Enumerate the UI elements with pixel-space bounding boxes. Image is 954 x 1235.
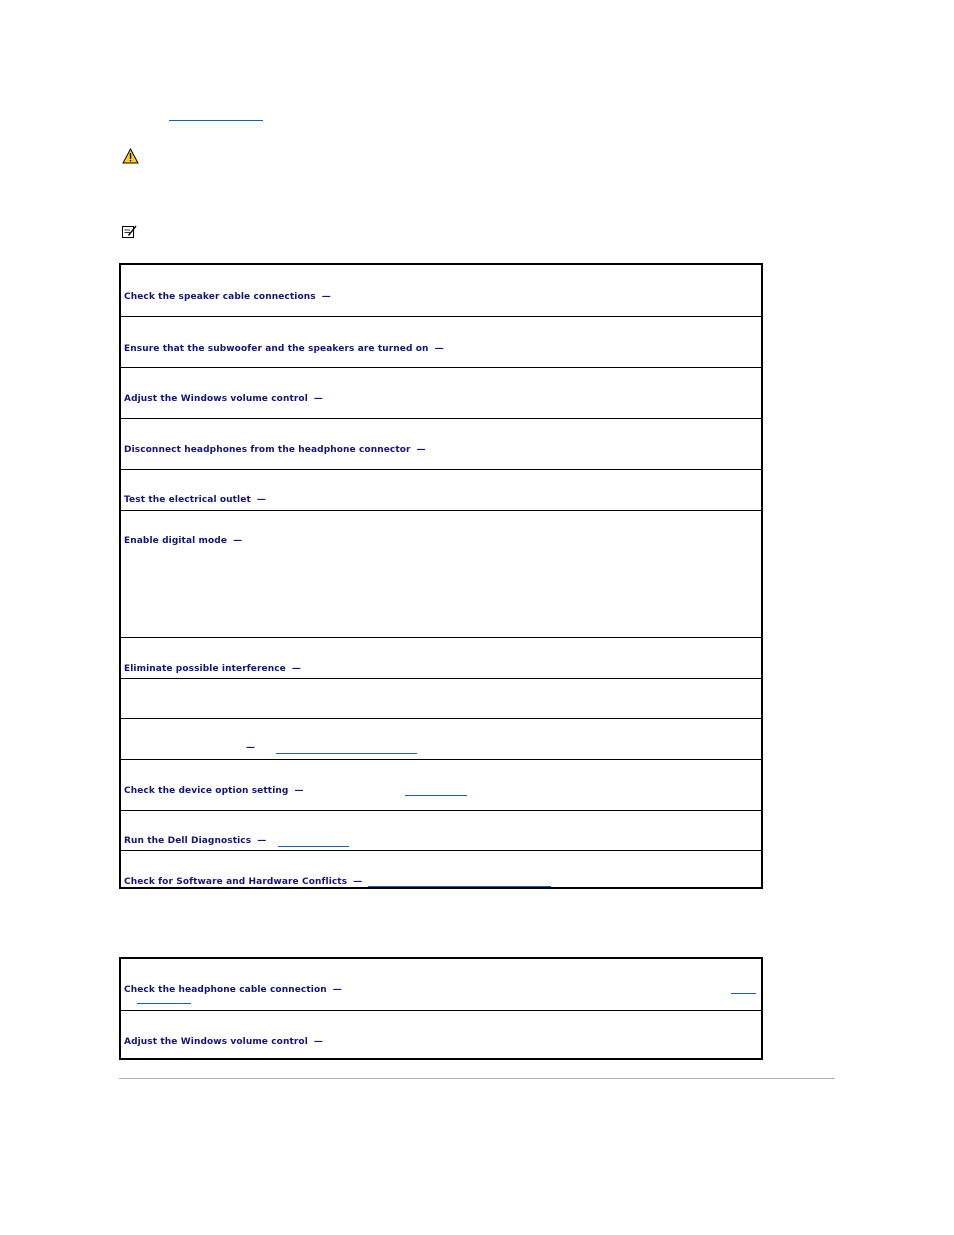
row-label-dell-diagnostics: Run the Dell Diagnostics [124,836,252,846]
table-row [121,265,761,316]
row-label-conflicts: Check for Software and Hardware Conflicts [124,877,348,887]
row-link[interactable] [405,795,467,796]
row-label-subwoofer: Ensure that the subwoofer and the speakers are turned on [124,344,429,354]
row-label-speaker-cable: Check the speaker cable connections [124,292,316,302]
table-row [121,678,761,718]
table-row [121,367,761,418]
table-row [121,718,761,759]
row-label-volume-control: Adjust the Windows volume control [124,394,308,404]
row-dash: — [434,344,444,354]
row-link[interactable] [731,993,756,994]
row-label-headphone-cable: Check the headphone cable connection [124,985,327,995]
row-label-electrical-outlet: Test the electrical outlet [124,495,251,505]
table-row [121,850,761,889]
table-row [121,759,761,810]
row-label-digital-mode: Enable digital mode [124,536,228,546]
caution-icon [122,148,139,164]
row-dash: — [321,292,331,302]
row-label-device-option: Check the device option setting [124,786,289,796]
row-dash: — [294,786,304,796]
row-dash: — [416,445,426,455]
row-link-continued[interactable] [137,1003,191,1004]
headphone-troubleshooting-table [119,957,763,1060]
row-label-interference: Eliminate possible interference [124,664,286,674]
row-dash: — [332,985,342,995]
row-dash: — [233,536,243,546]
speaker-troubleshooting-table [119,263,763,889]
row-link[interactable] [276,753,417,754]
section-divider [119,1078,835,1079]
table-row [121,469,761,510]
table-row [121,810,761,850]
top-link[interactable] [169,120,263,121]
table-row [121,510,761,637]
row-dash: — [313,394,323,404]
table-row [121,1010,761,1060]
row-dash: — [313,1037,323,1047]
row-label-volume-control: Adjust the Windows volume control [124,1037,308,1047]
table-row [121,637,761,678]
row-label-headphones: Disconnect headphones from the headphone connector [124,445,411,455]
row-link[interactable] [368,886,551,887]
note-icon [122,224,137,238]
table-row [121,418,761,469]
table-row [121,959,761,1010]
row-link[interactable] [278,846,349,847]
row-dash: — [353,877,363,887]
table-row [121,316,761,367]
row-dash: — [256,495,266,505]
row-dash: — [257,836,267,846]
row-dash: — [291,664,301,674]
row-dash: — [246,743,256,753]
